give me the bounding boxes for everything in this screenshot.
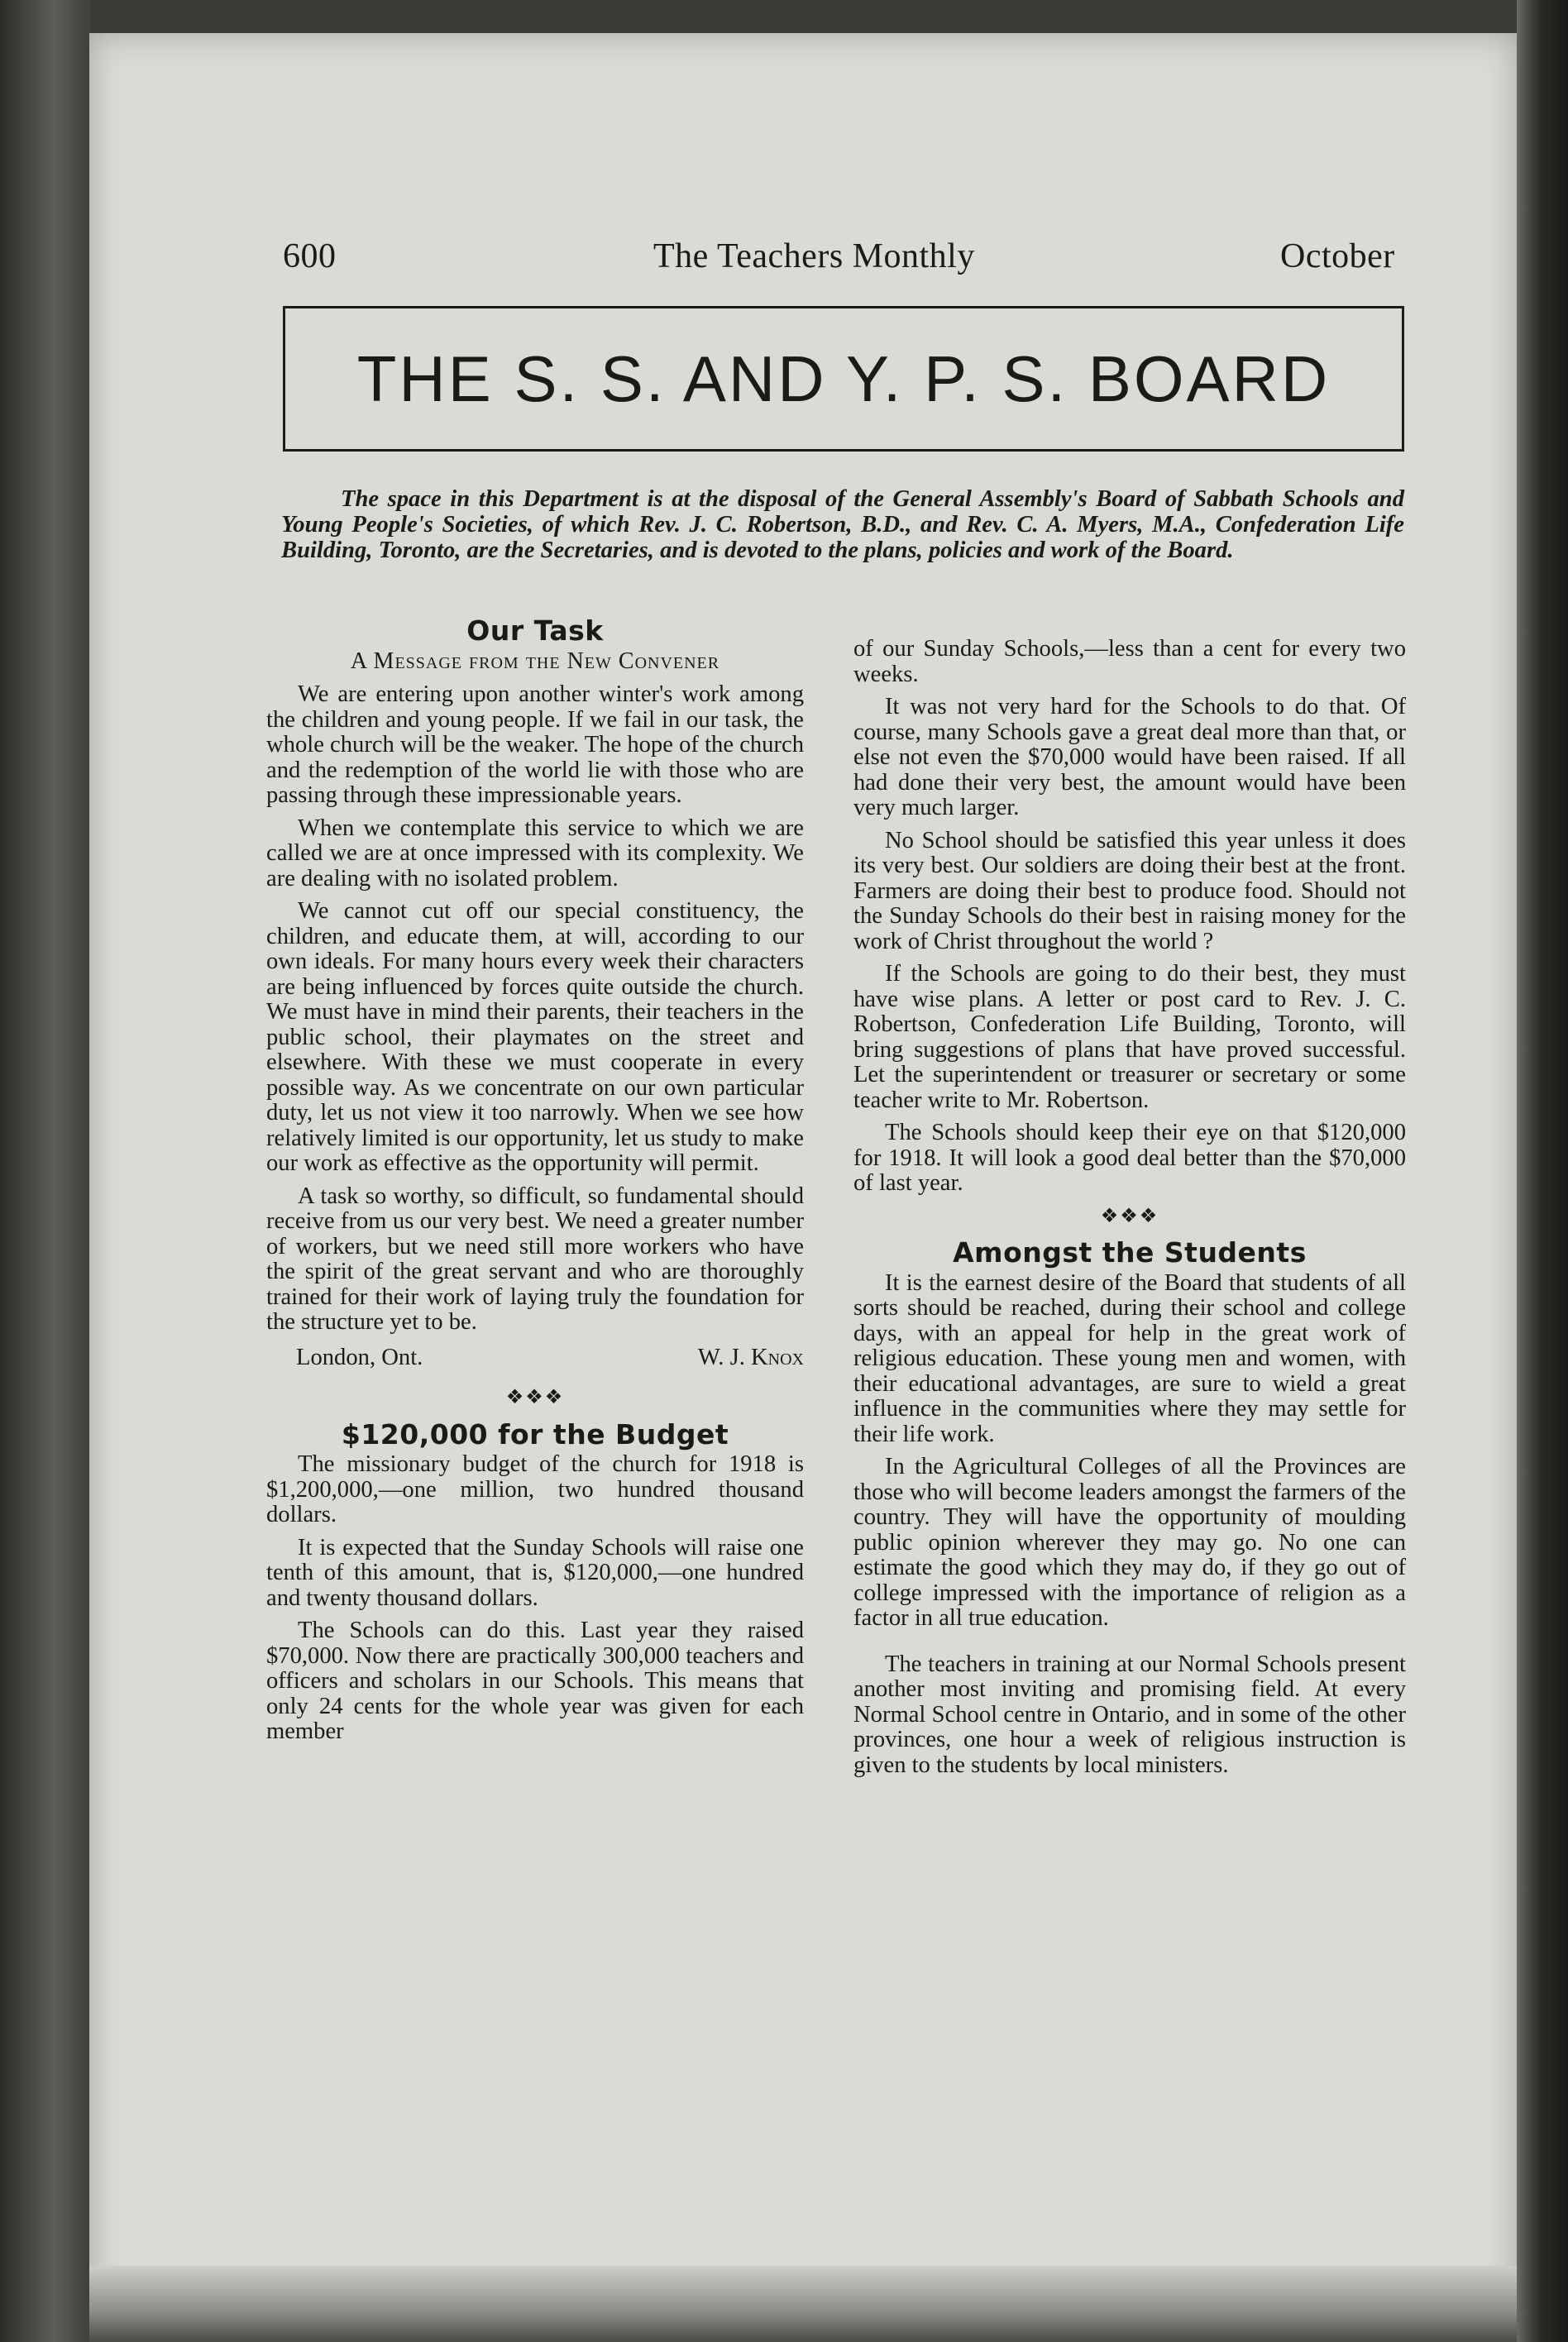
book-edge-bottom: [89, 2266, 1517, 2342]
left-column: [266, 614, 804, 1752]
department-intro: The space in this Department is at the disposal of the General Assembly's Board of Sabbath Schools and Young People's Societies, of which Rev. J. C. Robertson, B.D., and Rev. C. A. Myers, M.A., Confederation Life Building, Toronto, are the Secretaries, and is devoted to the plans, policies and work of the Board.: [281, 486, 1404, 563]
section-ornament: ❖❖❖: [1100, 1205, 1159, 1227]
book-binding: [0, 0, 91, 2342]
paragraph: The missionary budget of the church for 1918 is $1,200,000,—one million, two hundred thousand dollars.: [266, 1451, 804, 1527]
department-banner: [283, 306, 1404, 452]
article-heading-budget: $120,000 for the Budget: [341, 1417, 729, 1451]
section-ornament: ❖❖❖: [505, 1387, 565, 1408]
paragraph: When we contemplate this service to which we are called we are at once impressed with its complexity. We are dealing with no isolated problem.: [266, 815, 804, 891]
book-edge-right: [1517, 0, 1568, 2342]
signature-author: W. J. Knox: [697, 1344, 804, 1370]
paragraph: If the Schools are going to do their best, they must have wise plans. A letter or post card to Rev. J. C. Robertson, Confederation Life Building, Toronto, will bring suggestions of plans that have proved successful. Let the superintendent or treasurer or secretary or some teacher write to Mr. Robertson.: [853, 961, 1406, 1113]
paragraph: The Schools can do this. Last year they raised $70,000. Now there are practically 300,000 teachers and officers and scholars in our Schools. This means that only 24 cents for the whole year was given for each member: [266, 1618, 804, 1744]
banner-title: THE S. S. AND Y. P. S. BOARD: [356, 342, 1331, 415]
article-heading-our-task: Our Task: [466, 614, 604, 647]
paragraph: We are entering upon another winter's work among the children and young people. If we fail in our task, the whole church will be the weaker. The hope of the church and the redemption of the world lie with those who are passing through these impressionable years.: [266, 681, 804, 808]
article-subheading: A Message from the New Convener: [350, 648, 720, 674]
page-number: 600: [283, 237, 337, 275]
paragraph: We cannot cut off our special constituency, the children, and educate them, at will, according to our own ideals. For many hours every week their characters are being influenced by forces quite outside the church. We must have in mind their parents, their teachers in the public school, their playmates on the street and elsewhere. With these we must cooperate in every possible way. As we concentrate on our own particular duty, let us not view it too narrowly. When we see how relatively limited is our opportunity, let us study to make our work as effective as the opportunity will permit.: [266, 898, 804, 1176]
running-month: October: [1280, 237, 1395, 275]
paragraph: The Schools should keep their eye on that $120,000 for 1918. It will look a good deal better than the $70,000 of last year.: [853, 1120, 1406, 1196]
signature-line: [296, 1345, 804, 1371]
paragraph: No School should be satisfied this year unless it does its very best. Our soldiers are doing their best at the front. Farmers are doing their best to produce food. Should not the Sunday Schools do their best in raising money for the work of Christ throughout the world ?: [853, 827, 1406, 954]
paragraph: It is the earnest desire of the Board that students of all sorts should be reached, during their school and college days, with an appeal for help in the great work of religious education. These young men and women, with their educational advantages, are sure to wield a great influence in the communities where they may settle for their life work.: [853, 1269, 1406, 1447]
paragraph: It is expected that the Sunday Schools will raise one tenth of this amount, that is, $120,000,—one hundred and twenty thousand dollars.: [266, 1534, 804, 1611]
paragraph: A task so worthy, so difficult, so fundamental should receive from us our very best. We need a greater number of workers, but we need still more workers who have the spirit of the great servant and who are thoroughly trained for their work of laying truly the foundation for the structure yet to be.: [266, 1183, 804, 1335]
paragraph: It was not very hard for the Schools to do that. Of course, many Schools gave a great deal more than that, or else not even the $70,000 would have been raised. If all had done their very best, the amount would have been very much larger.: [853, 694, 1406, 820]
running-title: The Teachers Monthly: [653, 237, 975, 275]
paragraph: The teachers in training at our Normal Schools present another most inviting and promising field. At every Normal School centre in Ontario, and in some of the other provinces, one hour a week of religious instruction is given to the students by local ministers.: [853, 1651, 1406, 1778]
paragraph: In the Agricultural Colleges of all the Provinces are those who will become leaders amongst the farmers of the country. They will have the opportunity of moulding public opinion wherever they may go. No one can estimate the good which they may do, if they go out of college impressed with the importance of religion as a factor in all true education.: [853, 1454, 1406, 1631]
right-column: [853, 637, 1406, 1785]
article-heading-students: Amongst the Students: [953, 1236, 1307, 1269]
paragraph: of our Sunday Schools,—less than a cent for every two weeks.: [853, 636, 1406, 687]
signature-place: London, Ont.: [296, 1344, 423, 1370]
